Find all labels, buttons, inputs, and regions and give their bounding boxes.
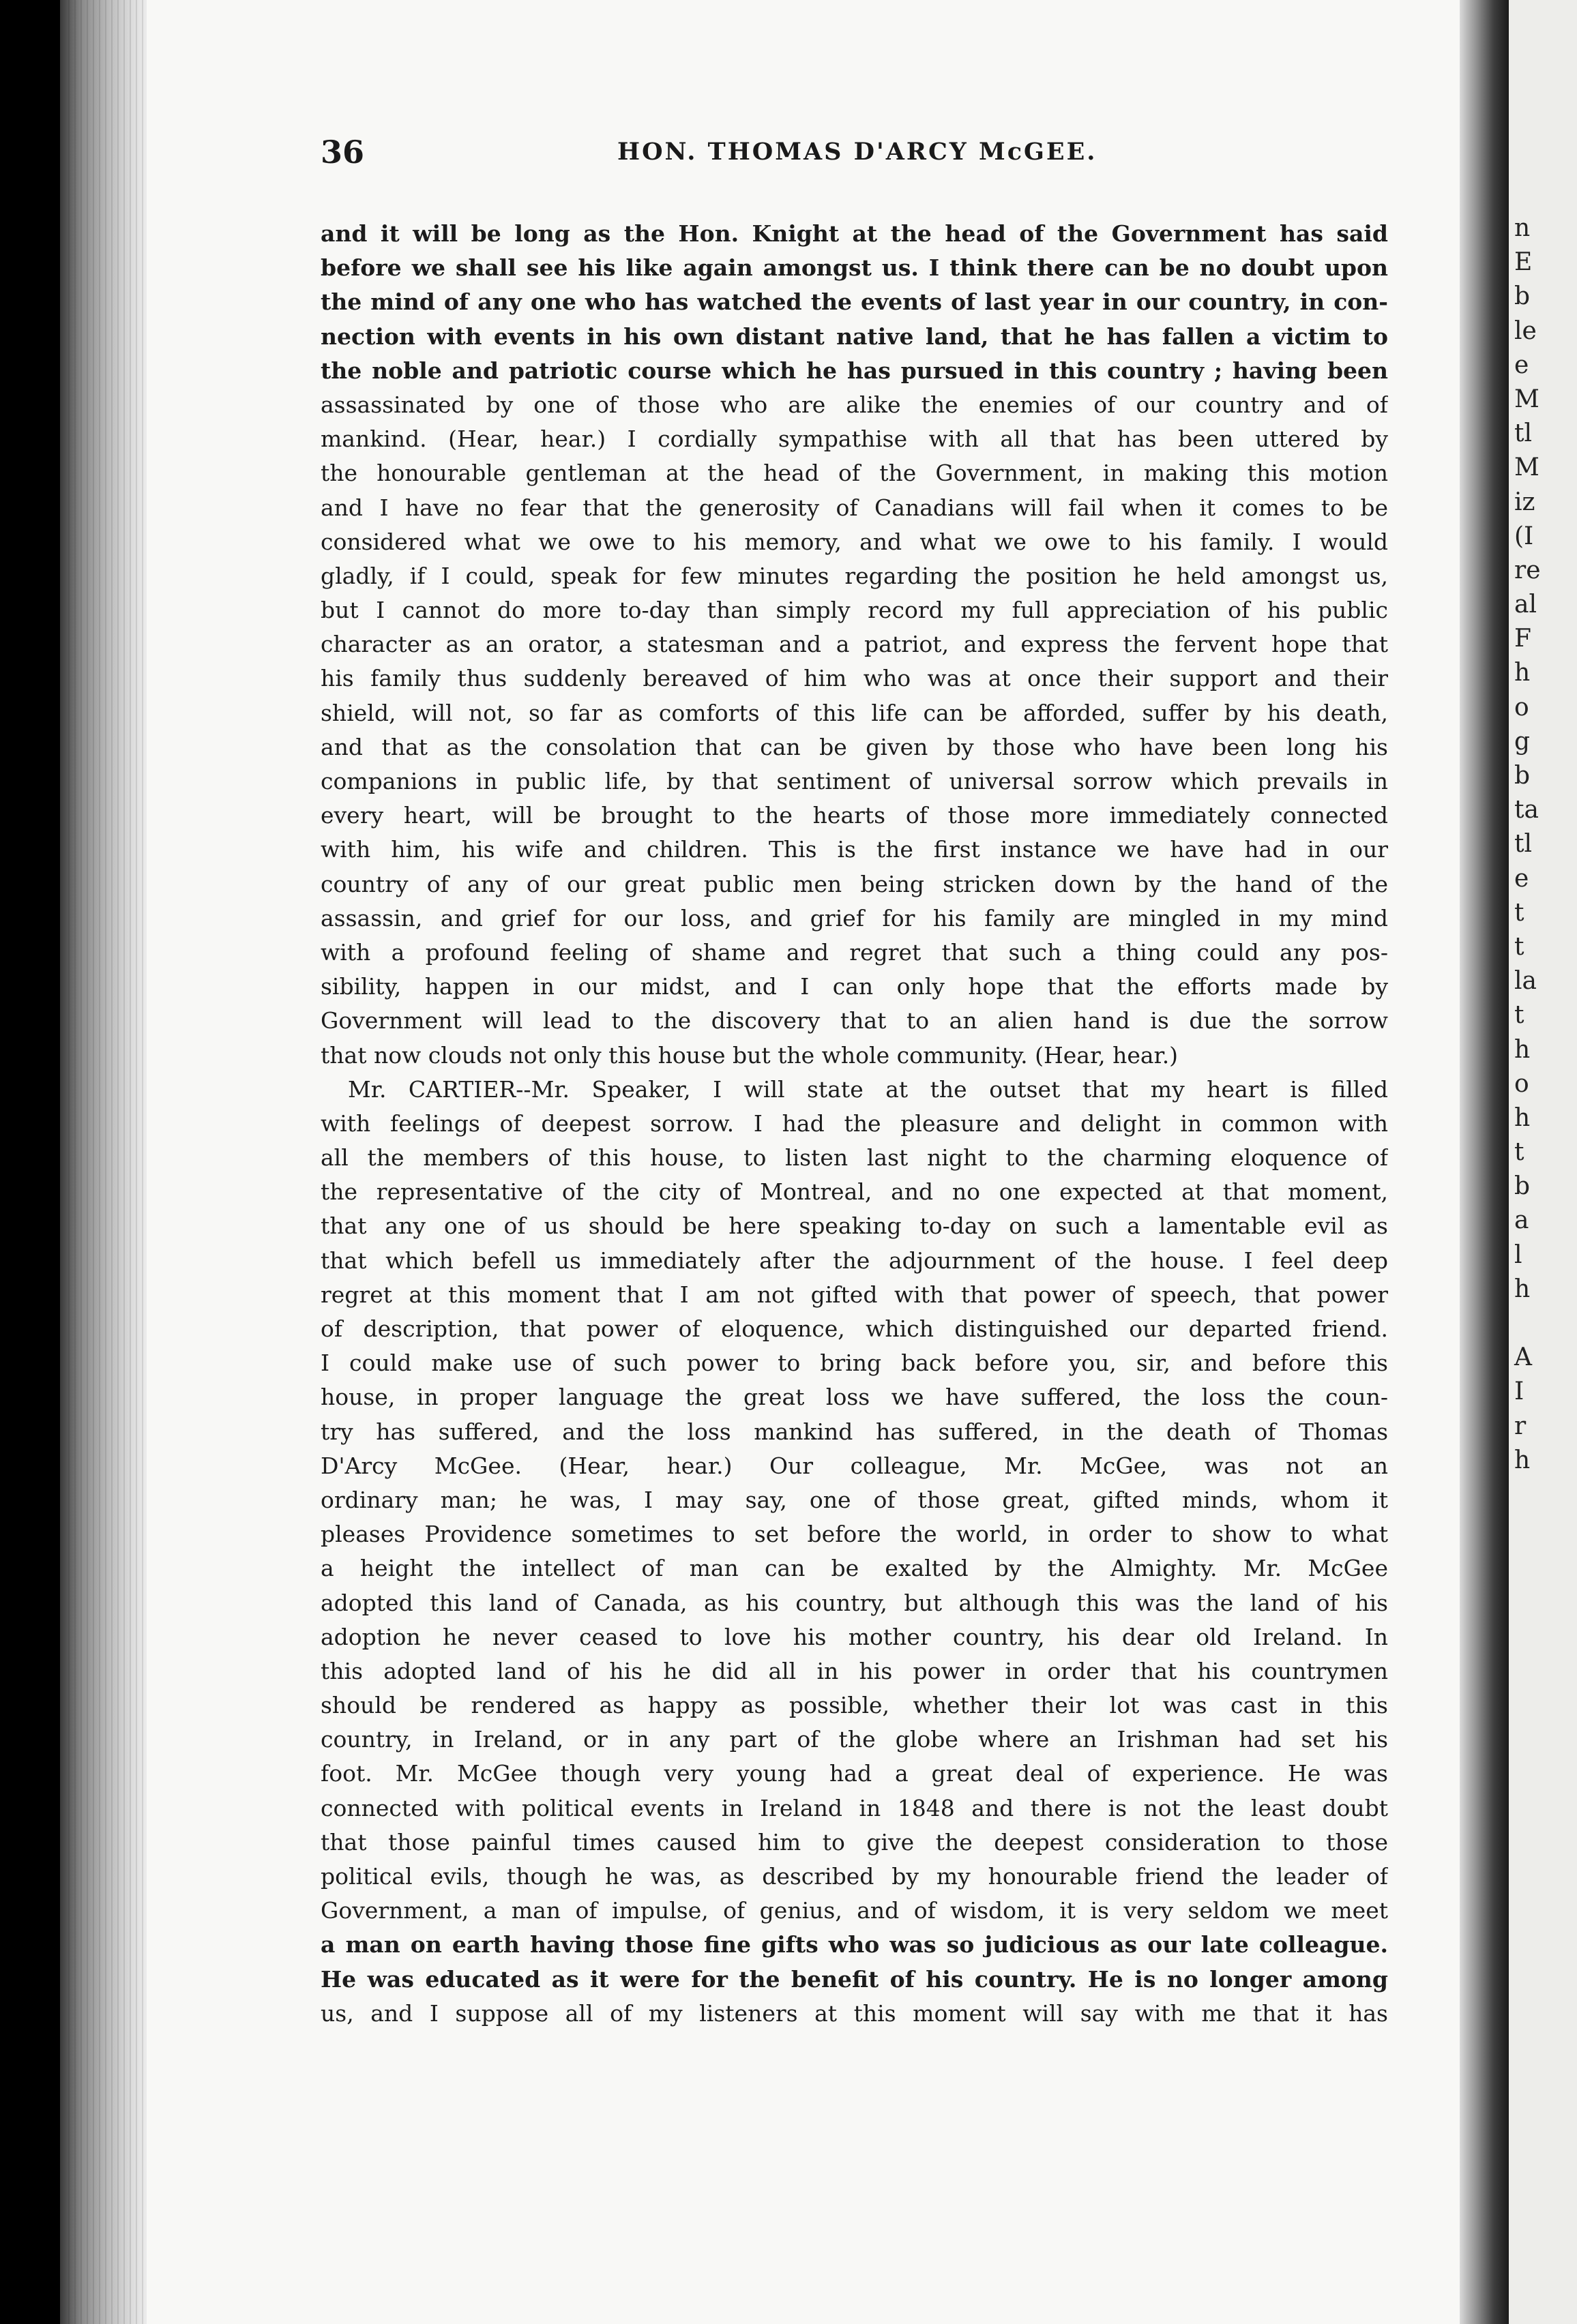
facing-page-letter: I — [1514, 1377, 1524, 1406]
running-head — [321, 134, 1391, 175]
facing-page-letter: h — [1514, 1275, 1531, 1303]
running-title: HON. THOMAS D'ARCY McGEE. — [617, 138, 1097, 166]
facing-page-letter: ta — [1514, 796, 1539, 824]
text-line: with feelings of deepest sorrow. I had the pleasure and delight in common with — [321, 1109, 1388, 1137]
text-line: Government will lead to the discovery that to an alien hand is due the sorrow — [321, 1007, 1388, 1034]
text-line: that which befell us immediately after the adjournment of the house. I feel deep — [321, 1247, 1388, 1274]
text-line: adoption he never ceased to love his mother country, his dear old Ireland. In — [321, 1623, 1388, 1650]
text-line: this adopted land of his he did all in his power in order that his countrymen — [321, 1657, 1388, 1684]
facing-page-letter — [1514, 1683, 1576, 1717]
facing-page-letter — [1514, 1957, 1576, 1991]
facing-page-letter: h — [1514, 1103, 1531, 1132]
text-line: mankind. (Hear, hear.) I cordially sympathise with all that has been uttered by — [321, 426, 1388, 453]
left-page-edge-lines — [68, 0, 145, 2324]
facing-page-letter — [1514, 1786, 1576, 1820]
facing-page-letter: b — [1514, 762, 1531, 790]
text-line: every heart, will be brought to the hearts of those more immediately connected — [321, 802, 1388, 829]
text-line: and that as the consolation that can be given by those who have been long his — [321, 733, 1388, 760]
facing-page-letter — [1514, 1546, 1576, 1580]
text-line: us, and I suppose all of my listeners at this moment will say with me that it has — [321, 1999, 1388, 2027]
facing-page-letter: le — [1514, 316, 1537, 345]
text-line: should be rendered as happy as possible, whether their lot was cast in this — [321, 1692, 1388, 1719]
facing-page-letter — [1514, 1820, 1576, 1854]
text-line: Government, a man of impulse, of genius, and of wisdom, it is very seldom we meet — [321, 1897, 1388, 1924]
facing-page-letter: h — [1514, 1446, 1531, 1474]
facing-page-letter: (I — [1514, 522, 1534, 550]
text-line: shield, will not, so far as comforts of this life can be afforded, suffer by his death, — [321, 699, 1388, 726]
text-line: assassinated by one of those who are alike the enemies of our country and of — [321, 391, 1388, 418]
text-line: a height the intellect of man can be exalted by the Almighty. Mr. McGee — [321, 1555, 1388, 1582]
text-line: foot. Mr. McGee though very young had a great deal of experience. He was — [321, 1760, 1388, 1787]
facing-page-letter: a — [1514, 1206, 1529, 1235]
text-line: the honourable gentleman at the head of the Government, in making this motion — [321, 460, 1388, 487]
text-line: that any one of us should be here speaking to-day on such a lamentable evil as — [321, 1212, 1388, 1240]
text-line: and I have no fear that the generosity of Canadians will fail when it comes to be — [321, 494, 1388, 521]
facing-page-letter — [1514, 1581, 1576, 1615]
text-line: nection with events in his own distant native land, that he has fallen a victim to — [321, 323, 1388, 350]
text-line: his family thus suddenly bereaved of him who was at once their support and their — [321, 665, 1388, 692]
text-line: before we shall see his like again amongst us. I think there can be no doubt upon — [321, 254, 1388, 282]
facing-page-letter: t — [1514, 1138, 1524, 1167]
text-line: country of any of our great public men being stricken down by the hand of the — [321, 870, 1388, 897]
facing-page-sliver — [1509, 0, 1577, 2324]
page-gutter-shadow — [1460, 0, 1509, 2324]
facing-page-letter: n — [1514, 214, 1531, 242]
text-line: Mr. CARTIER--Mr. Speaker, I will state at the outset that my heart is filled — [348, 1075, 1388, 1103]
text-line: try has suffered, and the loss mankind has suffered, in the death of Thomas — [321, 1418, 1388, 1445]
text-line: I could make use of such power to bring back before you, sir, and before this — [321, 1350, 1388, 1377]
text-line: character as an orator, a statesman and a patriot, and express the fervent hope that — [321, 631, 1388, 658]
facing-page-letter: E — [1514, 248, 1533, 277]
facing-page-letter: t — [1514, 898, 1524, 927]
text-line: ordinary man; he was, I may say, one of those great, gifted minds, whom it — [321, 1486, 1388, 1513]
facing-page-letter: al — [1514, 591, 1537, 619]
text-line: D'Arcy McGee. (Hear, hear.) Our colleague, Mr. McGee, was not an — [321, 1452, 1388, 1479]
facing-page-letter — [1514, 1649, 1576, 1683]
text-line: companions in public life, by that sentiment of universal sorrow which prevails in — [321, 768, 1388, 794]
text-line: political evils, though he was, as described by my honourable friend the leader of — [321, 1863, 1388, 1890]
facing-page-letter — [1514, 1922, 1576, 1956]
facing-page-letter — [1514, 1717, 1576, 1751]
facing-page-letter: M — [1514, 453, 1539, 482]
text-line: that those painful times caused him to give the deepest consideration to those — [321, 1828, 1388, 1856]
text-line: but I cannot do more to-day than simply record my full appreciation of his public — [321, 597, 1388, 624]
facing-page-letter: o — [1514, 1069, 1529, 1098]
text-line: gladly, if I could, speak for few minutes regarding the position he held amongst us, — [321, 562, 1388, 589]
facing-page-letter: e — [1514, 864, 1529, 893]
text-line: country, in Ireland, or in any part of the globe where an Irishman had set his — [321, 1726, 1388, 1753]
facing-page-letters — [1514, 211, 1576, 1991]
facing-page-letter: t — [1514, 1001, 1524, 1030]
text-line: with a profound feeling of shame and regret that such a thing could any pos- — [321, 938, 1388, 966]
facing-page-letter: F — [1514, 625, 1531, 653]
text-line: a man on earth having those fine gifts who was so judicious as our late colleague. — [321, 1931, 1388, 1958]
page-number: 36 — [321, 134, 365, 170]
facing-page-letter: g — [1514, 727, 1531, 756]
facing-page-letter: tl — [1514, 830, 1532, 859]
facing-page-letter: o — [1514, 693, 1529, 721]
text-line: the representative of the city of Montreal, and no one expected at that moment, — [321, 1178, 1388, 1206]
text-line: regret at this moment that I am not gifted with that power of speech, that power — [321, 1281, 1388, 1308]
facing-page-letter: M — [1514, 385, 1539, 413]
text-line: the mind of any one who has watched the events of last year in our country, in con- — [321, 288, 1388, 316]
facing-page-letter: t — [1514, 932, 1524, 961]
text-line: that now clouds not only this house but the whole community. (Hear, hear.) — [321, 1041, 1179, 1069]
facing-page-letter — [1514, 1478, 1576, 1512]
facing-page-letter — [1514, 1307, 1576, 1341]
text-line: and it will be long as the Hon. Knight at the head of the Government has said — [321, 220, 1388, 247]
facing-page-letter: h — [1514, 1035, 1531, 1064]
facing-page-letter — [1514, 1615, 1576, 1649]
facing-page-letter — [1514, 1512, 1576, 1546]
facing-page-letter: h — [1514, 659, 1531, 687]
facing-page-letter: tl — [1514, 419, 1532, 448]
facing-page-letter — [1514, 1888, 1576, 1922]
facing-page-letter: l — [1514, 1240, 1522, 1269]
text-line: of description, that power of eloquence, which distinguished our departed friend. — [321, 1315, 1388, 1342]
text-line: the noble and patriotic course which he has pursued in this country ; having been — [321, 357, 1388, 384]
text-line: connected with political events in Ireland in 1848 and there is not the least doubt — [321, 1794, 1388, 1821]
text-line: house, in proper language the great loss we have suffered, the loss the coun- — [321, 1384, 1388, 1411]
text-line: sibility, happen in our midst, and I can only hope that the efforts made by — [321, 973, 1388, 1000]
facing-page-letter: la — [1514, 967, 1537, 996]
facing-page-letter: b — [1514, 282, 1531, 311]
text-line: He was educated as it were for the benefit of his country. He is no longer among — [321, 1965, 1388, 1993]
facing-page-letter: e — [1514, 351, 1529, 379]
text-line: pleases Providence sometimes to set before the world, in order to show to what — [321, 1521, 1388, 1548]
text-line: assassin, and grief for our loss, and grief for his family are mingled in my mind — [321, 904, 1388, 932]
text-line: all the members of this house, to listen last night to the charming eloquence of — [321, 1144, 1388, 1172]
body-text — [321, 217, 1388, 2031]
facing-page-letter: iz — [1514, 488, 1535, 516]
text-line: with him, his wife and children. This is the first instance we have had in our — [321, 836, 1388, 863]
facing-page-letter: b — [1514, 1172, 1531, 1201]
facing-page-letter: A — [1514, 1343, 1532, 1372]
facing-page-letter: r — [1514, 1412, 1527, 1440]
text-line: adopted this land of Canada, as his country, but although this was the land of his — [321, 1589, 1388, 1616]
facing-page-letter: re — [1514, 556, 1541, 584]
facing-page-letter — [1514, 1751, 1576, 1785]
text-line: considered what we owe to his memory, and what we owe to his family. I would — [321, 528, 1388, 555]
facing-page-letter — [1514, 1854, 1576, 1888]
